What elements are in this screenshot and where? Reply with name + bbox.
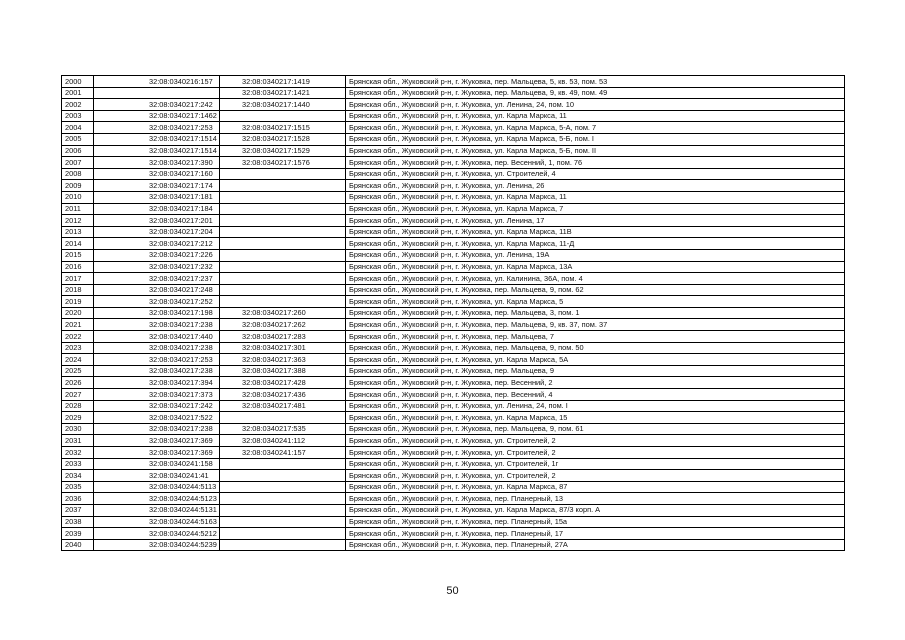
parcel-number-cell: 32:08:0340217:373	[94, 389, 220, 401]
row-number-cell: 2015	[62, 249, 94, 261]
parcel-number-cell: 32:08:0340244:5163	[94, 516, 220, 528]
premises-number-cell: 32:08:0340217:481	[220, 400, 346, 412]
table-row	[62, 157, 845, 169]
parcel-number-cell: 32:08:0340217:1462	[94, 110, 220, 122]
premises-number-cell: 32:08:0340217:436	[220, 389, 346, 401]
address-cell: Брянская обл., Жуковский р-н, г. Жуковка, пер. Весенний, 4	[346, 389, 845, 401]
row-number-cell: 2014	[62, 238, 94, 250]
row-number-cell: 2001	[62, 87, 94, 99]
premises-number-cell: 32:08:0340241:157	[220, 447, 346, 459]
table-row	[62, 133, 845, 145]
row-number-cell: 2017	[62, 273, 94, 285]
premises-number-cell	[220, 215, 346, 227]
row-number-cell: 2008	[62, 168, 94, 180]
address-cell: Брянская обл., Жуковский р-н, г. Жуковка, ул. Строителей, 2	[346, 447, 845, 459]
premises-number-cell	[220, 261, 346, 273]
table-row	[62, 122, 845, 134]
premises-number-cell	[220, 168, 346, 180]
row-number-cell: 2037	[62, 504, 94, 516]
row-number-cell: 2039	[62, 528, 94, 540]
table-row	[62, 516, 845, 528]
parcel-number-cell: 32:08:0340216:157	[94, 76, 220, 88]
address-cell: Брянская обл., Жуковский р-н, г. Жуковка, ул. Карла Маркса, 87/3 корп. А	[346, 504, 845, 516]
premises-number-cell: 32:08:0340217:1440	[220, 99, 346, 111]
parcel-number-cell: 32:08:0340217:252	[94, 296, 220, 308]
parcel-number-cell: 32:08:0340217:1514	[94, 133, 220, 145]
row-number-cell: 2035	[62, 481, 94, 493]
address-cell: Брянская обл., Жуковский р-н, г. Жуковка, пер. Планерный, 17	[346, 528, 845, 540]
address-cell: Брянская обл., Жуковский р-н, г. Жуковка, ул. Ленина, 24, пом. 10	[346, 99, 845, 111]
table-row	[62, 168, 845, 180]
row-number-cell: 2040	[62, 539, 94, 551]
address-cell: Брянская обл., Жуковский р-н, г. Жуковка, ул. Калинина, 36А, пом. 4	[346, 273, 845, 285]
table-row	[62, 273, 845, 285]
address-cell: Брянская обл., Жуковский р-н, г. Жуковка, ул. Строителей, 2	[346, 470, 845, 482]
address-cell: Брянская обл., Жуковский р-н, г. Жуковка, пер. Планерный, 15а	[346, 516, 845, 528]
row-number-cell: 2036	[62, 493, 94, 505]
premises-number-cell: 32:08:0340217:1515	[220, 122, 346, 134]
row-number-cell: 2019	[62, 296, 94, 308]
premises-number-cell	[220, 504, 346, 516]
address-cell: Брянская обл., Жуковский р-н, г. Жуковка, пер. Мальцева, 5, кв. 53, пом. 53	[346, 76, 845, 88]
table-row	[62, 354, 845, 366]
premises-number-cell: 32:08:0340217:535	[220, 423, 346, 435]
premises-number-cell	[220, 458, 346, 470]
table-row	[62, 400, 845, 412]
premises-number-cell: 32:08:0340217:1421	[220, 87, 346, 99]
table-row	[62, 76, 845, 88]
parcel-number-cell: 32:08:0340244:5212	[94, 528, 220, 540]
table-row	[62, 377, 845, 389]
parcel-number-cell: 32:08:0340244:5123	[94, 493, 220, 505]
row-number-cell: 2021	[62, 319, 94, 331]
address-cell: Брянская обл., Жуковский р-н, г. Жуковка, ул. Строителей, 4	[346, 168, 845, 180]
premises-number-cell	[220, 539, 346, 551]
parcel-number-cell: 32:08:0340217:248	[94, 284, 220, 296]
row-number-cell: 2011	[62, 203, 94, 215]
parcel-number-cell: 32:08:0340244:5131	[94, 504, 220, 516]
table-row	[62, 504, 845, 516]
parcel-number-cell: 32:08:0340217:1514	[94, 145, 220, 157]
parcel-number-cell: 32:08:0340217:440	[94, 331, 220, 343]
table-row	[62, 331, 845, 343]
row-number-cell: 2026	[62, 377, 94, 389]
row-number-cell: 2033	[62, 458, 94, 470]
parcel-number-cell: 32:08:0340217:237	[94, 273, 220, 285]
parcel-number-cell: 32:08:0340217:238	[94, 423, 220, 435]
premises-number-cell	[220, 110, 346, 122]
address-cell: Брянская обл., Жуковский р-н, г. Жуковка, пер. Мальцева, 9, кв. 37, пом. 37	[346, 319, 845, 331]
premises-number-cell	[220, 493, 346, 505]
premises-number-cell	[220, 191, 346, 203]
parcel-number-cell: 32:08:0340241:158	[94, 458, 220, 470]
premises-number-cell: 32:08:0340217:1576	[220, 157, 346, 169]
row-number-cell: 2028	[62, 400, 94, 412]
parcel-number-cell: 32:08:0340217:160	[94, 168, 220, 180]
parcel-number-cell: 32:08:0340217:522	[94, 412, 220, 424]
address-cell: Брянская обл., Жуковский р-н, г. Жуковка, пер. Мальцева, 3, пом. 1	[346, 307, 845, 319]
table-row	[62, 342, 845, 354]
address-cell: Брянская обл., Жуковский р-н, г. Жуковка, ул. Ленина, 19А	[346, 249, 845, 261]
premises-number-cell: 32:08:0340217:1529	[220, 145, 346, 157]
premises-number-cell	[220, 528, 346, 540]
row-number-cell: 2012	[62, 215, 94, 227]
table-row	[62, 99, 845, 111]
address-cell: Брянская обл., Жуковский р-н, г. Жуковка, пер. Мальцева, 9, кв. 49, пом. 49	[346, 87, 845, 99]
row-number-cell: 2007	[62, 157, 94, 169]
row-number-cell: 2030	[62, 423, 94, 435]
address-cell: Брянская обл., Жуковский р-н, г. Жуковка, пер. Весенний, 2	[346, 377, 845, 389]
table-row	[62, 528, 845, 540]
table-row	[62, 481, 845, 493]
parcel-number-cell: 32:08:0340217:390	[94, 157, 220, 169]
parcel-number-cell: 32:08:0340217:238	[94, 342, 220, 354]
parcel-number-cell: 32:08:0340217:253	[94, 122, 220, 134]
premises-number-cell	[220, 180, 346, 192]
table-row	[62, 423, 845, 435]
parcel-number-cell: 32:08:0340217:238	[94, 319, 220, 331]
row-number-cell: 2013	[62, 226, 94, 238]
address-cell: Брянская обл., Жуковский р-н, г. Жуковка, пер. Весенний, 1, пом. 76	[346, 157, 845, 169]
address-cell: Брянская обл., Жуковский р-н, г. Жуковка, ул. Карла Маркса, 15	[346, 412, 845, 424]
parcel-number-cell: 32:08:0340217:198	[94, 307, 220, 319]
parcel-number-cell: 32:08:0340217:369	[94, 447, 220, 459]
address-cell: Брянская обл., Жуковский р-н, г. Жуковка, пер. Мальцева, 9, пом. 61	[346, 423, 845, 435]
table-row	[62, 296, 845, 308]
parcel-number-cell: 32:08:0340217:394	[94, 377, 220, 389]
table-row	[62, 470, 845, 482]
row-number-cell: 2018	[62, 284, 94, 296]
table-row	[62, 539, 845, 551]
address-cell: Брянская обл., Жуковский р-н, г. Жуковка, ул. Ленина, 17	[346, 215, 845, 227]
address-cell: Брянская обл., Жуковский р-н, г. Жуковка, пер. Мальцева, 9, пом. 50	[346, 342, 845, 354]
table-row	[62, 238, 845, 250]
address-cell: Брянская обл., Жуковский р-н, г. Жуковка, ул. Карла Маркса, 5	[346, 296, 845, 308]
address-cell: Брянская обл., Жуковский р-н, г. Жуковка, ул. Карла Маркса, 11	[346, 110, 845, 122]
row-number-cell: 2009	[62, 180, 94, 192]
table-row	[62, 412, 845, 424]
parcel-number-cell: 32:08:0340217:238	[94, 365, 220, 377]
parcel-number-cell: 32:08:0340217:242	[94, 99, 220, 111]
address-cell: Брянская обл., Жуковский р-н, г. Жуковка, пер. Мальцева, 7	[346, 331, 845, 343]
address-cell: Брянская обл., Жуковский р-н, г. Жуковка, пер. Планерный, 27А	[346, 539, 845, 551]
table-row	[62, 307, 845, 319]
parcel-number-cell	[94, 87, 220, 99]
row-number-cell: 2006	[62, 145, 94, 157]
table-row	[62, 447, 845, 459]
row-number-cell: 2010	[62, 191, 94, 203]
row-number-cell: 2032	[62, 447, 94, 459]
premises-number-cell: 32:08:0340217:428	[220, 377, 346, 389]
address-cell: Брянская обл., Жуковский р-н, г. Жуковка, ул. Карла Маркса, 5-Б, пом. I	[346, 133, 845, 145]
row-number-cell: 2025	[62, 365, 94, 377]
address-cell: Брянская обл., Жуковский р-н, г. Жуковка, ул. Карла Маркса, 5А	[346, 354, 845, 366]
row-number-cell: 2024	[62, 354, 94, 366]
address-cell: Брянская обл., Жуковский р-н, г. Жуковка, ул. Карла Маркса, 87	[346, 481, 845, 493]
address-cell: Брянская обл., Жуковский р-н, г. Жуковка, ул. Карла Маркса, 11В	[346, 226, 845, 238]
premises-number-cell: 32:08:0340217:388	[220, 365, 346, 377]
row-number-cell: 2020	[62, 307, 94, 319]
address-cell: Брянская обл., Жуковский р-н, г. Жуковка, ул. Карла Маркса, 11	[346, 191, 845, 203]
premises-number-cell	[220, 470, 346, 482]
premises-number-cell	[220, 238, 346, 250]
table-row	[62, 110, 845, 122]
table-row	[62, 203, 845, 215]
parcel-number-cell: 32:08:0340244:5239	[94, 539, 220, 551]
parcel-number-cell: 32:08:0340217:232	[94, 261, 220, 273]
row-number-cell: 2000	[62, 76, 94, 88]
address-cell: Брянская обл., Жуковский р-н, г. Жуковка, ул. Ленина, 26	[346, 180, 845, 192]
premises-number-cell: 32:08:0340217:283	[220, 331, 346, 343]
table-row	[62, 284, 845, 296]
parcel-number-cell: 32:08:0340217:174	[94, 180, 220, 192]
premises-number-cell	[220, 226, 346, 238]
parcel-number-cell: 32:08:0340217:201	[94, 215, 220, 227]
table-row	[62, 435, 845, 447]
premises-number-cell	[220, 284, 346, 296]
premises-number-cell	[220, 273, 346, 285]
address-cell: Брянская обл., Жуковский р-н, г. Жуковка, ул. Карла Маркса, 5-Б, пом. II	[346, 145, 845, 157]
address-cell: Брянская обл., Жуковский р-н, г. Жуковка, ул. Карла Маркса, 11-Д	[346, 238, 845, 250]
table-row	[62, 319, 845, 331]
table-row	[62, 493, 845, 505]
premises-number-cell	[220, 516, 346, 528]
row-number-cell: 2005	[62, 133, 94, 145]
cadastral-table	[61, 75, 845, 551]
premises-number-cell	[220, 481, 346, 493]
parcel-number-cell: 32:08:0340217:204	[94, 226, 220, 238]
address-cell: Брянская обл., Жуковский р-н, г. Жуковка, ул. Строителей, 2	[346, 435, 845, 447]
row-number-cell: 2027	[62, 389, 94, 401]
address-cell: Брянская обл., Жуковский р-н, г. Жуковка, ул. Строителей, 1г	[346, 458, 845, 470]
premises-number-cell	[220, 203, 346, 215]
table-row	[62, 458, 845, 470]
table-row	[62, 191, 845, 203]
row-number-cell: 2023	[62, 342, 94, 354]
table-row	[62, 87, 845, 99]
premises-number-cell	[220, 412, 346, 424]
premises-number-cell: 32:08:0340217:262	[220, 319, 346, 331]
premises-number-cell: 32:08:0340217:260	[220, 307, 346, 319]
row-number-cell: 2004	[62, 122, 94, 134]
parcel-number-cell: 32:08:0340217:253	[94, 354, 220, 366]
premises-number-cell	[220, 296, 346, 308]
parcel-number-cell: 32:08:0340241:41	[94, 470, 220, 482]
parcel-number-cell: 32:08:0340217:242	[94, 400, 220, 412]
parcel-number-cell: 32:08:0340244:5113	[94, 481, 220, 493]
table-row	[62, 180, 845, 192]
premises-number-cell: 32:08:0340217:1419	[220, 76, 346, 88]
row-number-cell: 2003	[62, 110, 94, 122]
table-row	[62, 261, 845, 273]
table-row	[62, 389, 845, 401]
address-cell: Брянская обл., Жуковский р-н, г. Жуковка, ул. Карла Маркса, 13А	[346, 261, 845, 273]
row-number-cell: 2016	[62, 261, 94, 273]
parcel-number-cell: 32:08:0340217:212	[94, 238, 220, 250]
address-cell: Брянская обл., Жуковский р-н, г. Жуковка, ул. Карла Маркса, 5-А, пом. 7	[346, 122, 845, 134]
row-number-cell: 2022	[62, 331, 94, 343]
parcel-number-cell: 32:08:0340217:369	[94, 435, 220, 447]
address-cell: Брянская обл., Жуковский р-н, г. Жуковка, ул. Карла Маркса, 7	[346, 203, 845, 215]
table-row	[62, 365, 845, 377]
premises-number-cell: 32:08:0340217:301	[220, 342, 346, 354]
premises-number-cell: 32:08:0340241:112	[220, 435, 346, 447]
row-number-cell: 2029	[62, 412, 94, 424]
parcel-number-cell: 32:08:0340217:226	[94, 249, 220, 261]
row-number-cell: 2038	[62, 516, 94, 528]
table-row	[62, 249, 845, 261]
cadastral-table-body	[62, 76, 845, 551]
row-number-cell: 2002	[62, 99, 94, 111]
row-number-cell: 2034	[62, 470, 94, 482]
parcel-number-cell: 32:08:0340217:181	[94, 191, 220, 203]
page-number: 50	[446, 585, 459, 597]
parcel-number-cell: 32:08:0340217:184	[94, 203, 220, 215]
table-row	[62, 226, 845, 238]
address-cell: Брянская обл., Жуковский р-н, г. Жуковка, пер. Мальцева, 9, пом. 62	[346, 284, 845, 296]
address-cell: Брянская обл., Жуковский р-н, г. Жуковка, пер. Мальцева, 9	[346, 365, 845, 377]
premises-number-cell	[220, 249, 346, 261]
premises-number-cell: 32:08:0340217:1528	[220, 133, 346, 145]
row-number-cell: 2031	[62, 435, 94, 447]
table-row	[62, 145, 845, 157]
table-row	[62, 215, 845, 227]
address-cell: Брянская обл., Жуковский р-н, г. Жуковка, пер. Планерный, 13	[346, 493, 845, 505]
premises-number-cell: 32:08:0340217:363	[220, 354, 346, 366]
address-cell: Брянская обл., Жуковский р-н, г. Жуковка, ул. Ленина, 24, пом. I	[346, 400, 845, 412]
